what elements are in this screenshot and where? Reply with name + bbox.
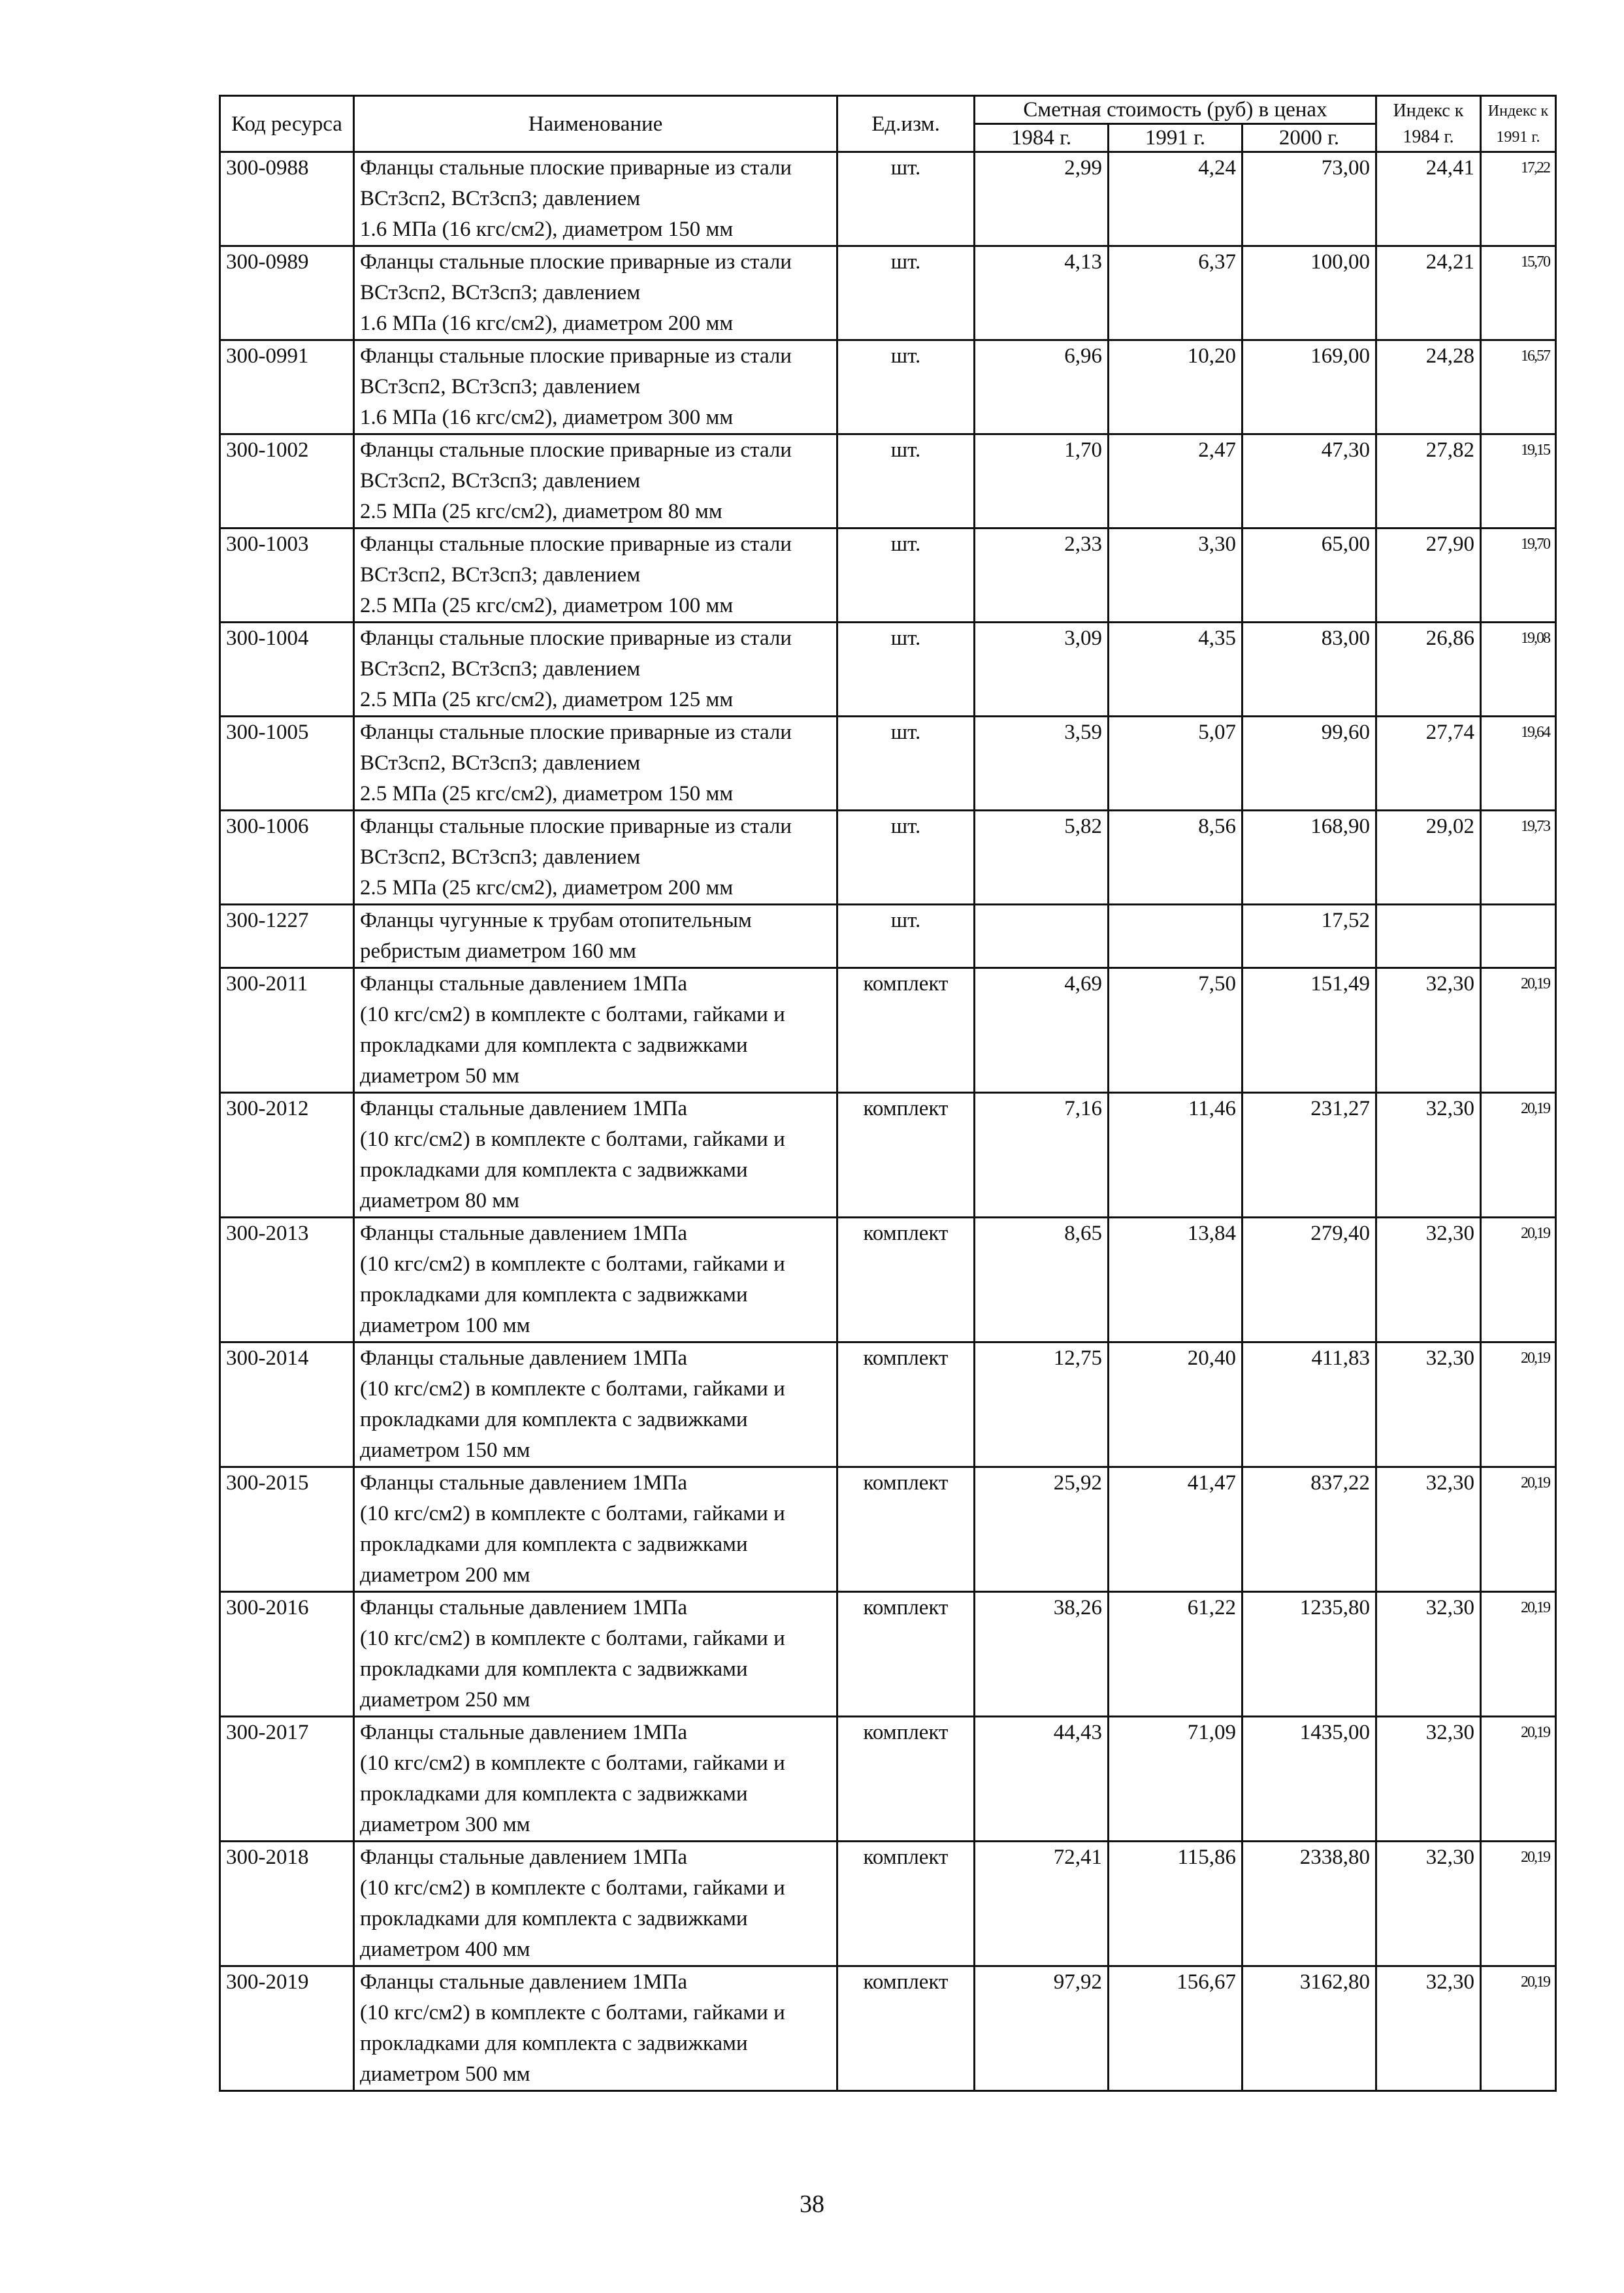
index-1991: 16,57 [1481,340,1556,434]
unit: шт. [837,623,975,717]
table-row [220,152,1556,246]
unit: комплект [837,1842,975,1966]
price-1991: 115,86 [1109,1842,1242,1966]
unit: комплект [837,1093,975,1218]
index-1984: 24,28 [1376,340,1481,434]
table-row [220,246,1556,340]
unit: шт. [837,152,975,246]
resource-code: 300-1003 [220,529,354,623]
item-name: Фланцы стальные плоские приварные из стали ВСт3сп2, ВСт3сп3; давлением 2.5 МПа (25 кгс/см2), диаметром 100 мм [354,529,837,623]
header-cost-group: Сметная стоимость (руб) в ценах [975,96,1376,124]
price-2000: 279,40 [1242,1218,1376,1342]
item-name: Фланцы стальные давлением 1МПа (10 кгс/см2) в комплекте с болтами, гайками и прокладками для комплекта с задвижками диаметром 250 мм [354,1592,837,1717]
price-1991: 8,56 [1109,811,1242,905]
resource-code: 300-2015 [220,1467,354,1592]
table-row [220,1966,1556,2091]
resource-code: 300-2012 [220,1093,354,1218]
item-name: Фланцы стальные плоские приварные из стали ВСт3сп2, ВСт3сп3; давлением 2.5 МПа (25 кгс/см2), диаметром 200 мм [354,811,837,905]
resource-code: 300-2011 [220,968,354,1093]
item-name: Фланцы стальные плоские приварные из стали ВСт3сп2, ВСт3сп3; давлением 2.5 МПа (25 кгс/см2), диаметром 150 мм [354,717,837,811]
price-2000: 99,60 [1242,717,1376,811]
unit: шт. [837,434,975,529]
unit: комплект [837,1218,975,1342]
index-1991: 20,19 [1481,1717,1556,1842]
price-1984: 6,96 [975,340,1109,434]
table-row [220,434,1556,529]
index-1991: 20,19 [1481,1218,1556,1342]
price-1991: 3,30 [1109,529,1242,623]
unit: шт. [837,811,975,905]
header-year-1991: 1991 г. [1109,124,1242,152]
table-header [220,96,1556,152]
price-2000: 3162,80 [1242,1966,1376,2091]
price-1991: 41,47 [1109,1467,1242,1592]
item-name: Фланцы стальные плоские приварные из стали ВСт3сп2, ВСт3сп3; давлением 1.6 МПа (16 кгс/см2), диаметром 150 мм [354,152,837,246]
price-2000: 17,52 [1242,905,1376,968]
index-1991: 20,19 [1481,1467,1556,1592]
resource-code: 300-2018 [220,1842,354,1966]
index-1984: 24,41 [1376,152,1481,246]
price-1984: 44,43 [975,1717,1109,1842]
page-number: 38 [800,2190,824,2218]
item-name: Фланцы чугунные к трубам отопительным ребристым диаметром 160 мм [354,905,837,968]
resource-code: 300-2016 [220,1592,354,1717]
item-name: Фланцы стальные плоские приварные из стали ВСт3сп2, ВСт3сп3; давлением 1.6 МПа (16 кгс/см2), диаметром 200 мм [354,246,837,340]
item-name: Фланцы стальные давлением 1МПа (10 кгс/см2) в комплекте с болтами, гайками и прокладками для комплекта с задвижками диаметром 50 мм [354,968,837,1093]
index-1984: 27,90 [1376,529,1481,623]
price-2000: 47,30 [1242,434,1376,529]
price-1991: 4,35 [1109,623,1242,717]
item-name: Фланцы стальные давлением 1МПа (10 кгс/см2) в комплекте с болтами, гайками и прокладками для комплекта с задвижками диаметром 200 мм [354,1467,837,1592]
price-2000: 837,22 [1242,1467,1376,1592]
price-1984: 12,75 [975,1342,1109,1467]
resource-code: 300-2013 [220,1218,354,1342]
item-name: Фланцы стальные давлением 1МПа (10 кгс/см2) в комплекте с болтами, гайками и прокладками для комплекта с задвижками диаметром 400 мм [354,1842,837,1966]
price-1991 [1109,905,1242,968]
price-2000: 100,00 [1242,246,1376,340]
price-1984: 8,65 [975,1218,1109,1342]
price-1991: 10,20 [1109,340,1242,434]
index-1991: 19,73 [1481,811,1556,905]
index-1991: 19,15 [1481,434,1556,529]
header-name: Наименование [354,96,837,152]
index-1991: 19,08 [1481,623,1556,717]
price-2000: 411,83 [1242,1342,1376,1467]
price-1991: 4,24 [1109,152,1242,246]
price-1984: 7,16 [975,1093,1109,1218]
header-year-1984: 1984 г. [975,124,1109,152]
unit: комплект [837,1592,975,1717]
index-1984: 29,02 [1376,811,1481,905]
resource-code: 300-1227 [220,905,354,968]
table-row [220,623,1556,717]
resource-code: 300-2019 [220,1966,354,2091]
index-1991: 20,19 [1481,1093,1556,1218]
index-1991: 17,22 [1481,152,1556,246]
table-row [220,905,1556,968]
resource-code: 300-1004 [220,623,354,717]
price-1984: 4,69 [975,968,1109,1093]
unit: комплект [837,1342,975,1467]
index-1984: 27,82 [1376,434,1481,529]
unit: шт. [837,717,975,811]
price-2000: 73,00 [1242,152,1376,246]
index-1984: 32,30 [1376,968,1481,1093]
index-1984: 26,86 [1376,623,1481,717]
index-1991: 20,19 [1481,968,1556,1093]
price-1984: 4,13 [975,246,1109,340]
item-name: Фланцы стальные плоские приварные из стали ВСт3сп2, ВСт3сп3; давлением 1.6 МПа (16 кгс/см2), диаметром 300 мм [354,340,837,434]
index-1991: 20,19 [1481,1842,1556,1966]
header-index-1984: Индекс к 1984 г. [1376,96,1481,152]
index-1991 [1481,905,1556,968]
table-row [220,1592,1556,1717]
resource-code: 300-0991 [220,340,354,434]
item-name: Фланцы стальные давлением 1МПа (10 кгс/см2) в комплекте с болтами, гайками и прокладками для комплекта с задвижками диаметром 500 мм [354,1966,837,2091]
resource-code: 300-0989 [220,246,354,340]
table-row [220,1218,1556,1342]
table-row [220,1842,1556,1966]
resource-code: 300-0988 [220,152,354,246]
index-1984: 32,30 [1376,1218,1481,1342]
index-1991: 19,64 [1481,717,1556,811]
price-1991: 61,22 [1109,1592,1242,1717]
unit: комплект [837,1717,975,1842]
price-1991: 5,07 [1109,717,1242,811]
item-name: Фланцы стальные давлением 1МПа (10 кгс/см2) в комплекте с болтами, гайками и прокладками для комплекта с задвижками диаметром 300 мм [354,1717,837,1842]
index-1984: 32,30 [1376,1093,1481,1218]
index-1984: 24,21 [1376,246,1481,340]
price-1984: 97,92 [975,1966,1109,2091]
table-row [220,811,1556,905]
price-1984: 5,82 [975,811,1109,905]
price-1984: 2,99 [975,152,1109,246]
price-2000: 83,00 [1242,623,1376,717]
price-1991: 6,37 [1109,246,1242,340]
resource-code: 300-2017 [220,1717,354,1842]
index-1984: 32,30 [1376,1342,1481,1467]
index-1984: 32,30 [1376,1467,1481,1592]
price-1984 [975,905,1109,968]
unit: шт. [837,340,975,434]
table-row [220,340,1556,434]
item-name: Фланцы стальные давлением 1МПа (10 кгс/см2) в комплекте с болтами, гайками и прокладками для комплекта с задвижками диаметром 100 мм [354,1218,837,1342]
item-name: Фланцы стальные давлением 1МПа (10 кгс/см2) в комплекте с болтами, гайками и прокладками для комплекта с задвижками диаметром 80 мм [354,1093,837,1218]
header-code: Код ресурса [220,96,354,152]
unit: шт. [837,246,975,340]
table-row [220,1467,1556,1592]
index-1991: 20,19 [1481,1342,1556,1467]
resource-code: 300-2014 [220,1342,354,1467]
resource-code: 300-1002 [220,434,354,529]
index-1984: 32,30 [1376,1592,1481,1717]
index-1984: 32,30 [1376,1717,1481,1842]
table-row [220,1093,1556,1218]
price-1984: 2,33 [975,529,1109,623]
header-unit: Ед.изм. [837,96,975,152]
price-2000: 1435,00 [1242,1717,1376,1842]
index-1991: 20,19 [1481,1592,1556,1717]
price-1984: 3,09 [975,623,1109,717]
resource-code: 300-1006 [220,811,354,905]
table-row [220,529,1556,623]
price-2000: 1235,80 [1242,1592,1376,1717]
index-1991: 19,70 [1481,529,1556,623]
index-1984 [1376,905,1481,968]
resource-code: 300-1005 [220,717,354,811]
price-1991: 7,50 [1109,968,1242,1093]
unit: комплект [837,1467,975,1592]
header-index-1991: Индекс к 1991 г. [1481,96,1556,152]
table-row [220,1342,1556,1467]
unit: шт. [837,529,975,623]
table-body [220,152,1556,2091]
unit: комплект [837,1966,975,2091]
unit: комплект [837,968,975,1093]
price-1984: 3,59 [975,717,1109,811]
price-2000: 231,27 [1242,1093,1376,1218]
price-2000: 151,49 [1242,968,1376,1093]
header-year-2000: 2000 г. [1242,124,1376,152]
price-1984: 1,70 [975,434,1109,529]
index-1984: 32,30 [1376,1842,1481,1966]
table-row [220,717,1556,811]
item-name: Фланцы стальные плоские приварные из стали ВСт3сп2, ВСт3сп3; давлением 2.5 МПа (25 кгс/см2), диаметром 125 мм [354,623,837,717]
price-1991: 2,47 [1109,434,1242,529]
price-1991: 13,84 [1109,1218,1242,1342]
index-1984: 27,74 [1376,717,1481,811]
price-1991: 20,40 [1109,1342,1242,1467]
price-2000: 65,00 [1242,529,1376,623]
price-2000: 2338,80 [1242,1842,1376,1966]
unit: шт. [837,905,975,968]
price-2000: 168,90 [1242,811,1376,905]
item-name: Фланцы стальные плоские приварные из стали ВСт3сп2, ВСт3сп3; давлением 2.5 МПа (25 кгс/см2), диаметром 80 мм [354,434,837,529]
price-1991: 156,67 [1109,1966,1242,2091]
table-row [220,968,1556,1093]
price-1991: 11,46 [1109,1093,1242,1218]
price-1984: 72,41 [975,1842,1109,1966]
price-1984: 25,92 [975,1467,1109,1592]
price-1984: 38,26 [975,1592,1109,1717]
item-name: Фланцы стальные давлением 1МПа (10 кгс/см2) в комплекте с болтами, гайками и прокладками для комплекта с задвижками диаметром 150 мм [354,1342,837,1467]
price-2000: 169,00 [1242,340,1376,434]
index-1991: 15,70 [1481,246,1556,340]
price-1991: 71,09 [1109,1717,1242,1842]
price-table [219,95,1557,2092]
index-1984: 32,30 [1376,1966,1481,2091]
table-row [220,1717,1556,1842]
index-1991: 20,19 [1481,1966,1556,2091]
